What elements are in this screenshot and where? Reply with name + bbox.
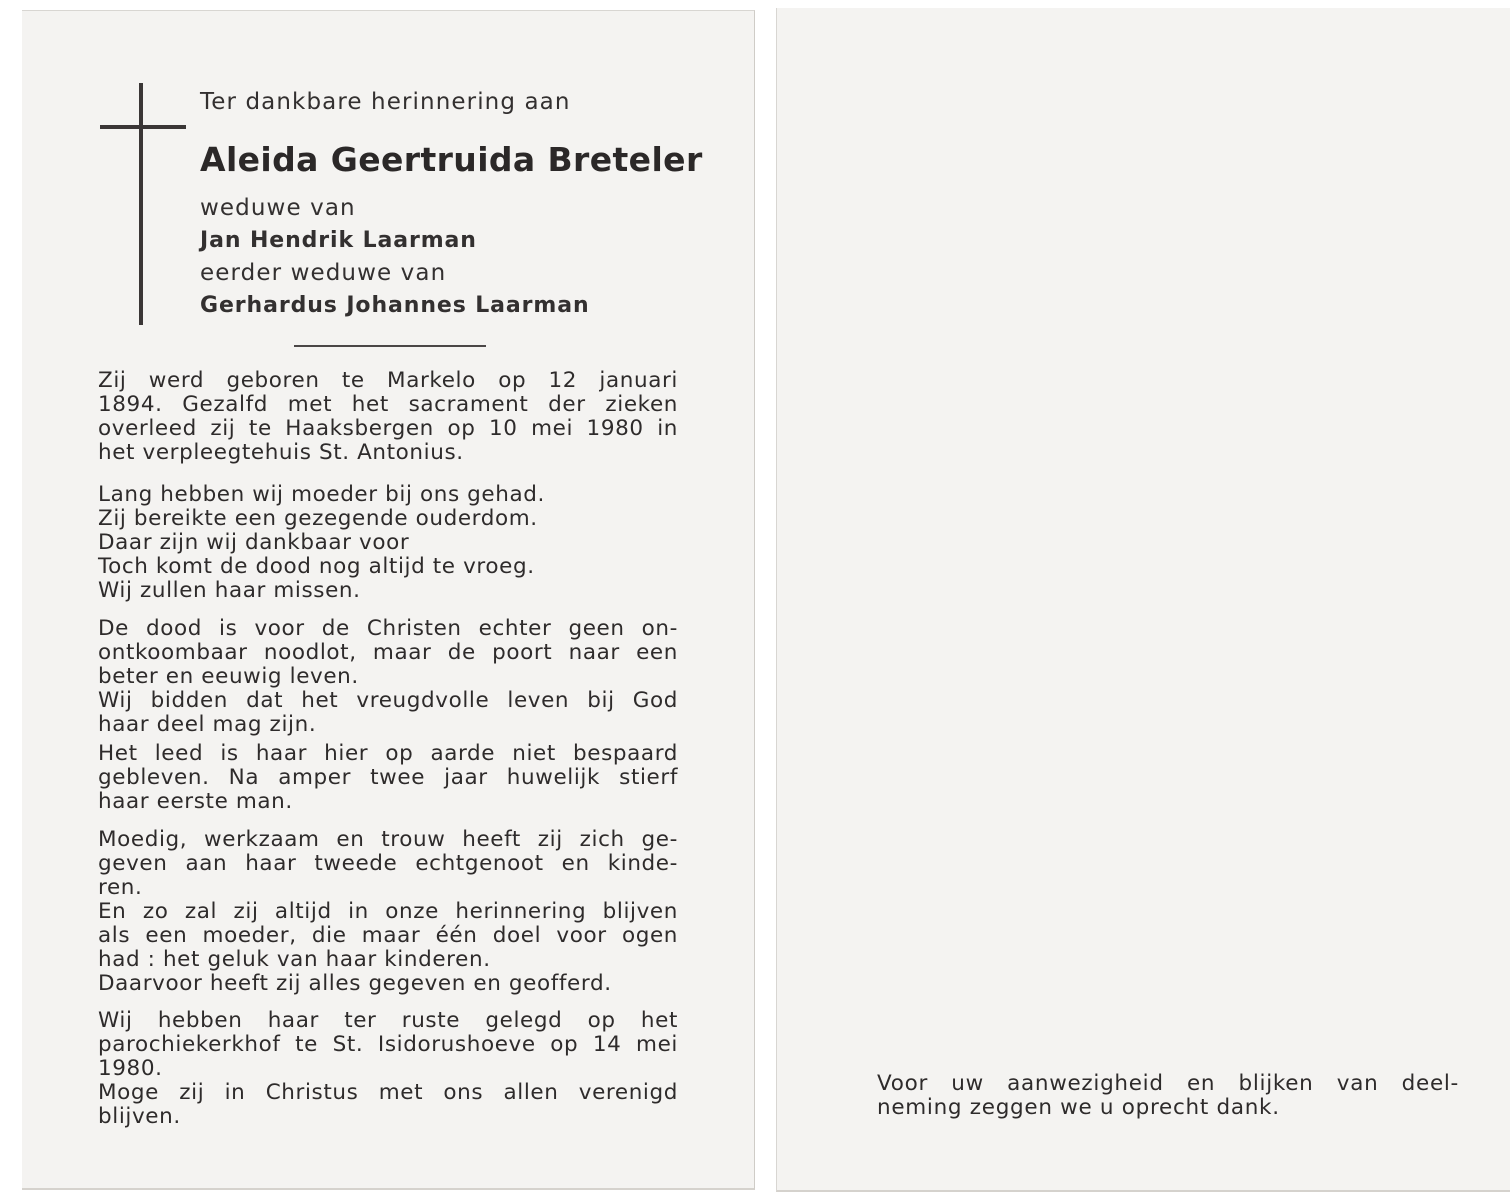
text-line: ren. — [98, 875, 143, 900]
text-line: Zij werd geboren te Markelo op 12 januari — [98, 368, 678, 393]
text-line: had : het geluk van haar kinderen. — [98, 947, 491, 972]
text-line: Daarvoor heeft zij alles gegeven en geofferd. — [98, 971, 612, 996]
deceased-name: Aleida Geertruida Breteler — [200, 140, 703, 179]
text-line: parochiekerkhof te St. Isidorushoeve op 14 mei — [98, 1032, 678, 1057]
spouse-name-1: Jan Hendrik Laarman — [200, 228, 477, 253]
paragraph-birth-death — [98, 369, 678, 465]
text-line: 1980. — [98, 1056, 163, 1081]
memorial-card-front — [22, 10, 755, 1190]
text-line: Daar zijn wij dankbaar voor — [98, 530, 410, 555]
paragraph-poem — [98, 483, 678, 603]
text-line: ontkoombaar noodlot, maar de poort naar een — [98, 640, 678, 665]
paragraph-mother — [98, 828, 678, 996]
text-line: beter en eeuwig leven. — [98, 664, 359, 689]
paragraph-sorrow — [98, 742, 678, 814]
text-line: Wij zullen haar missen. — [98, 578, 361, 603]
text-line: 1894. Gezalfd met het sacrament der zieken — [98, 392, 678, 417]
text-line: Toch komt de dood nog altijd te vroeg. — [98, 554, 535, 579]
intro-text: Ter dankbare herinnering aan — [200, 89, 571, 115]
text-line: Voor uw aanwezigheid en blijken van deel- — [877, 1071, 1459, 1096]
text-line: Het leed is haar hier op aarde niet bespaard — [98, 741, 678, 766]
text-line: Zij bereikte een gezegende ouderdom. — [98, 506, 538, 531]
cross-icon — [139, 83, 143, 325]
text-line: Wij hebben haar ter ruste gelegd op het — [98, 1008, 678, 1033]
cross-icon-bar — [100, 125, 186, 129]
memorial-card-back — [776, 8, 1510, 1192]
text-line: De dood is voor de Christen echter geen on- — [98, 616, 678, 641]
text-line: haar eerste man. — [98, 789, 293, 814]
text-line: blijven. — [98, 1104, 181, 1129]
paragraph-faith — [98, 617, 678, 737]
divider-rule — [294, 345, 486, 347]
text-line: gebleven. Na amper twee jaar huwelijk stierf — [98, 765, 678, 790]
text-line: haar deel mag zijn. — [98, 712, 317, 737]
text-line: Lang hebben wij moeder bij ons gehad. — [98, 482, 545, 507]
relation-line-1: weduwe van — [200, 195, 356, 221]
paragraph-burial — [98, 1009, 678, 1129]
closing-thanks — [877, 1072, 1459, 1120]
text-line: het verpleegtehuis St. Antonius. — [98, 440, 464, 465]
text-line: Moedig, werkzaam en trouw heeft zij zich ge- — [98, 827, 678, 852]
text-line: neming zeggen we u oprecht dank. — [877, 1095, 1280, 1120]
text-line: Wij bidden dat het vreugdvolle leven bij God — [98, 688, 678, 713]
text-line: Moge zij in Christus met ons allen verenigd — [98, 1080, 678, 1105]
relation-line-2: eerder weduwe van — [200, 260, 447, 286]
text-line: als een moeder, die maar één doel voor ogen — [98, 923, 678, 948]
spouse-name-2: Gerhardus Johannes Laarman — [200, 293, 590, 318]
text-line: overleed zij te Haaksbergen op 10 mei 1980 in — [98, 416, 678, 441]
text-line: geven aan haar tweede echtgenoot en kinde- — [98, 851, 678, 876]
text-line: En zo zal zij altijd in onze herinnering blijven — [98, 899, 678, 924]
